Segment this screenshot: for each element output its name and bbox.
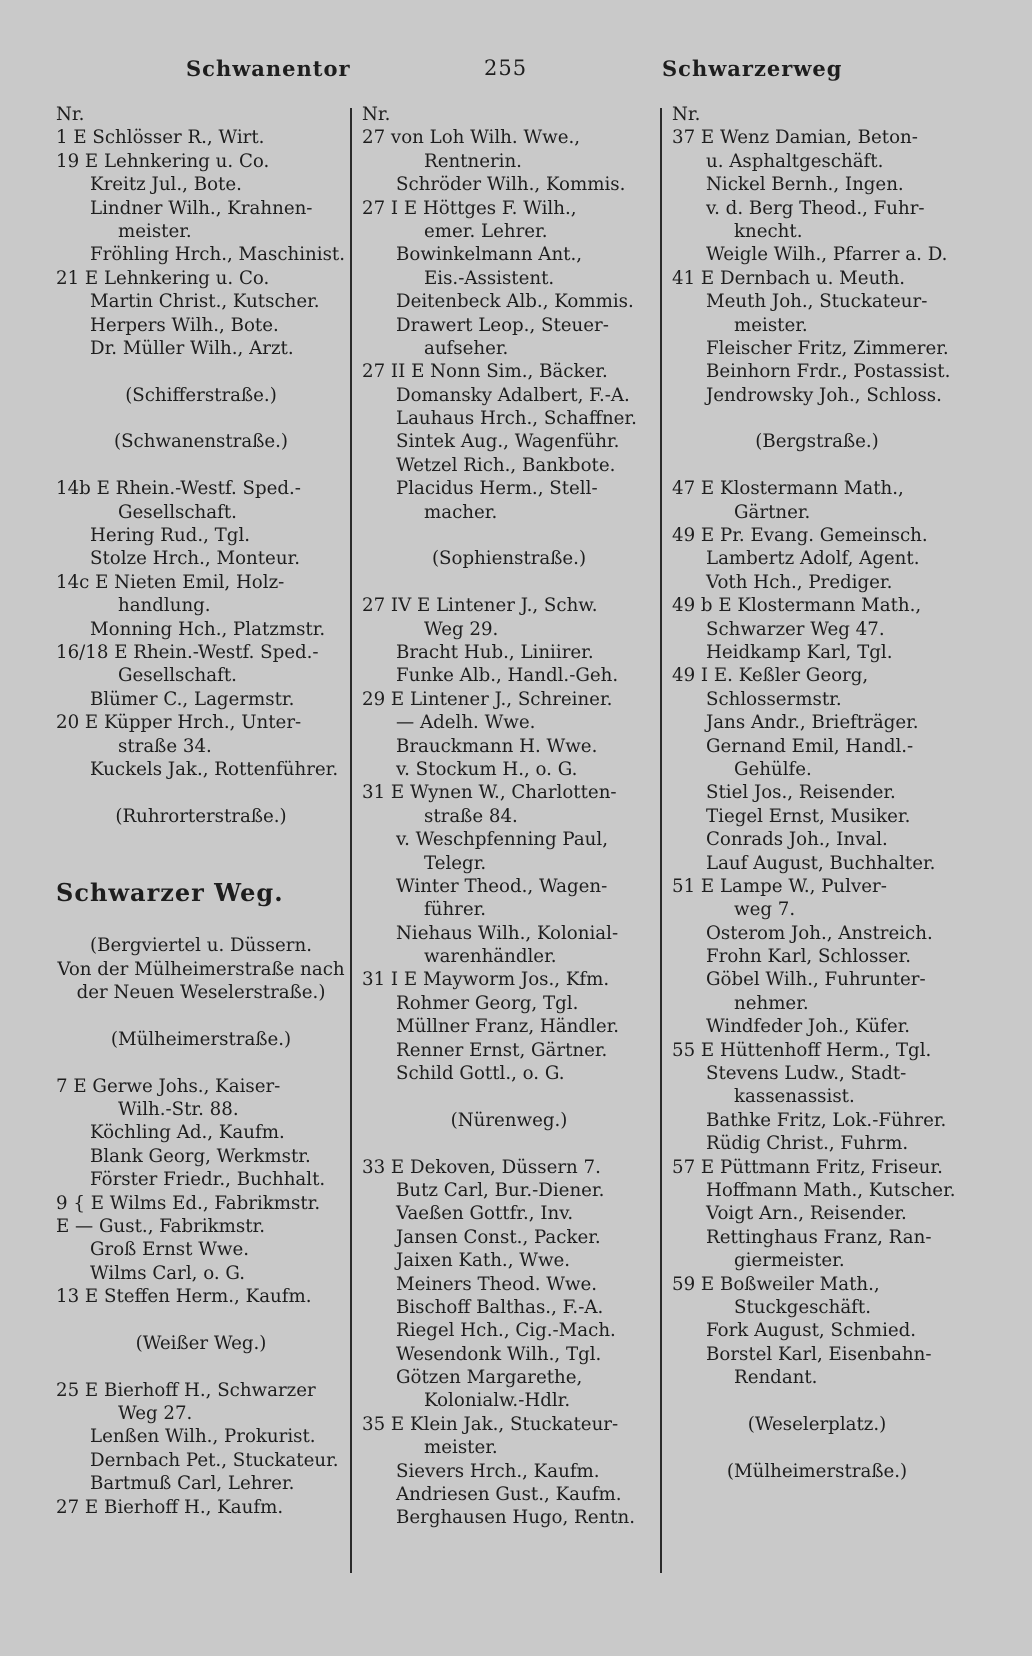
running-head-left: Schwanentor [186, 56, 351, 81]
directory-entry: 27 von Loh Wilh. Wwe., [362, 127, 581, 149]
directory-entry [56, 1051, 346, 1074]
directory-entry [362, 1085, 656, 1108]
directory-entry: Sievers Hrch., Kaufm. [396, 1460, 600, 1482]
directory-entry: Gärtner. [734, 501, 811, 523]
directory-entry: Gehülfe. [734, 758, 812, 780]
running-head-right: Schwarzerweg [662, 56, 843, 81]
directory-entry: Blank Georg, Werkmstr. [90, 1145, 311, 1167]
directory-entry: Stuckgeschäft. [734, 1296, 871, 1318]
directory-entry: E — Gust., Fabrikmstr. [56, 1215, 266, 1237]
directory-entry: Borstel Karl, Eisenbahn- [706, 1343, 932, 1365]
directory-entry: Herpers Wilh., Bote. [90, 314, 279, 336]
directory-entry [56, 407, 346, 430]
column-divider [660, 108, 662, 1573]
directory-entry: Köchling Ad., Kaufm. [90, 1122, 285, 1144]
directory-entry: Winter Theod., Wagen- [396, 875, 608, 897]
directory-entry: Rüdig Christ., Fuhrm. [706, 1133, 909, 1155]
directory-entry: 57 E Püttmann Fritz, Friseur. [672, 1156, 943, 1178]
directory-entry: Osterom Joh., Anstreich. [706, 922, 933, 944]
directory-entry: 27 II E Nonn Sim., Bäcker. [362, 361, 608, 383]
directory-entry: 7 E Gerwe Johs., Kaiser- [56, 1075, 281, 1097]
directory-entry: Stevens Ludw., Stadt- [706, 1063, 907, 1085]
directory-entry: 51 E Lampe W., Pulver- [672, 875, 887, 897]
directory-entry: 49 b E Klostermann Math., [672, 595, 922, 617]
directory-entry: handlung. [118, 595, 211, 617]
directory-entry: Windfeder Joh., Küfer. [706, 1016, 911, 1038]
directory-entry: 47 E Klostermann Math., [672, 478, 904, 500]
directory-entry: Eis.-Assistent. [424, 267, 555, 289]
directory-entry [362, 524, 656, 547]
directory-entry: Butz Carl, Bur.-Diener. [396, 1179, 605, 1201]
cross-street-note: der Neuen Weselerstraße.) [76, 982, 326, 1004]
directory-entry: Kuckels Jak., Rottenführer. [90, 758, 339, 780]
directory-entry: weg 7. [734, 899, 796, 921]
directory-entry: Jaixen Kath., Wwe. [396, 1250, 571, 1272]
directory-entry: Rendant. [734, 1367, 818, 1389]
directory-entry: Stolze Hrch., Monteur. [90, 548, 301, 570]
directory-entry: Heidkamp Karl, Tgl. [706, 641, 893, 663]
directory-entry: Wilh.-Str. 88. [118, 1099, 239, 1121]
directory-entry: Wesendonk Wilh., Tgl. [396, 1343, 602, 1365]
directory-entry: warenhändler. [424, 946, 557, 968]
directory-entry: Hering Rud., Tgl. [90, 525, 251, 547]
directory-entry: Schlossermstr. [706, 688, 842, 710]
directory-entry: Wetzel Rich., Bankbote. [396, 454, 616, 476]
directory-entry: Hoffmann Math., Kutscher. [706, 1179, 956, 1201]
directory-entry: v. Stockum H., o. G. [396, 758, 578, 780]
directory-entry: Gesellschaft. [118, 501, 237, 523]
directory-entry: führer. [424, 899, 487, 921]
directory-entry: Bowinkelmann Ant., [396, 244, 583, 266]
directory-entry: Beinhorn Frdr., Postassist. [706, 361, 951, 383]
directory-entry: emer. Lehrer. [424, 220, 548, 242]
directory-entry: 16/18 E Rhein.-Westf. Sped.- [56, 641, 319, 663]
directory-entry [56, 781, 346, 804]
directory-entry: Rettinghaus Franz, Ran- [706, 1226, 932, 1248]
cross-street-note: (Weißer Weg.) [135, 1332, 267, 1354]
directory-entry [56, 852, 346, 875]
directory-entry: Groß Ernst Wwe. [90, 1239, 250, 1261]
directory-entry: Kreitz Jul., Bote. [90, 174, 242, 196]
directory-entry: v. Weschpfenning Paul, [396, 829, 608, 851]
directory-entry: Fröhling Hrch., Maschinist. [90, 244, 346, 266]
directory-entry: Dr. Müller Wilh., Arzt. [90, 337, 294, 359]
directory-entry: 31 E Wynen W., Charlotten- [362, 782, 617, 804]
directory-entry: Weg 27. [118, 1403, 193, 1425]
directory-entry: straße 34. [118, 735, 212, 757]
directory-entry: Bartmuß Carl, Lehrer. [90, 1473, 295, 1495]
directory-entry: Conrads Joh., Inval. [706, 829, 888, 851]
directory-entry: Nr. [672, 104, 701, 125]
directory-entry: Voth Hch., Prediger. [706, 571, 893, 593]
directory-entry: Jendrowsky Joh., Schloss. [706, 384, 942, 406]
directory-entry: Bathke Fritz, Lok.-Führer. [706, 1109, 947, 1131]
directory-entry: Schwarzer Weg 47. [706, 618, 885, 640]
directory-entry: 27 I E Höttges F. Wilh., [362, 197, 577, 219]
directory-entry: Nickel Bernh., Ingen. [706, 174, 904, 196]
directory-entry: Lauhaus Hrch., Schaffner. [396, 408, 637, 430]
cross-street-note: Von der Mülheimerstraße nach [57, 958, 345, 980]
directory-entry: nehmer. [734, 992, 809, 1014]
directory-entry: Jans Andr., Briefträger. [706, 712, 919, 734]
cross-street-note: (Nürenweg.) [450, 1109, 568, 1131]
directory-entry [56, 1004, 346, 1027]
cross-street-note: (Sophienstraße.) [431, 548, 587, 570]
directory-entry: Schild Gottl., o. G. [396, 1063, 565, 1085]
directory-entry: Meuth Joh., Stuckateur- [706, 291, 928, 313]
cross-street-note: (Schwanenstraße.) [113, 431, 289, 453]
directory-entry: Monning Hch., Platzmstr. [90, 618, 326, 640]
directory-entry: 41 E Dernbach u. Meuth. [672, 267, 906, 289]
directory-entry [56, 1355, 346, 1378]
directory-entry: v. d. Berg Theod., Fuhr- [706, 197, 925, 219]
directory-entry [56, 1309, 346, 1332]
directory-entry: Göbel Wilh., Fuhrunter- [706, 969, 926, 991]
directory-entry: Jansen Const., Packer. [396, 1226, 601, 1248]
directory-entry: 25 E Bierhoff H., Schwarzer [56, 1379, 316, 1401]
directory-entry [672, 1436, 962, 1459]
directory-entry: Lambertz Adolf, Agent. [706, 548, 920, 570]
directory-entry: Domansky Adalbert, F.-A. [396, 384, 630, 406]
directory-entry [56, 454, 346, 477]
directory-entry: Fleischer Fritz, Zimmerer. [706, 337, 949, 359]
directory-entry: Funke Alb., Handl.-Geh. [396, 665, 619, 687]
directory-entry: Lindner Wilh., Krahnen- [90, 197, 313, 219]
directory-entry: Andriesen Gust., Kaufm. [396, 1484, 622, 1506]
directory-entry: Martin Christ., Kutscher. [90, 291, 320, 313]
directory-entry: Bracht Hub., Liniirer. [396, 641, 594, 663]
directory-entry: Bischoff Balthas., F.-A. [396, 1296, 604, 1318]
directory-entry: Gesellschaft. [118, 665, 237, 687]
directory-entry: Placidus Herm., Stell- [396, 478, 598, 500]
directory-entry: Drawert Leop., Steuer- [396, 314, 609, 336]
cross-street-note: (Mülheimerstraße.) [726, 1460, 908, 1482]
directory-entry: 21 E Lehnkering u. Co. [56, 267, 270, 289]
directory-entry: Rentnerin. [424, 150, 522, 172]
directory-entry: giermeister. [734, 1250, 845, 1272]
directory-entry: 59 E Boßweiler Math., [672, 1273, 880, 1295]
cross-street-note: (Schifferstraße.) [125, 384, 277, 406]
directory-entry: 14c E Nieten Emil, Holz- [56, 571, 285, 593]
directory-entry: 14b E Rhein.-Westf. Sped.- [56, 478, 301, 500]
directory-entry: Blümer C., Lagermstr. [90, 688, 295, 710]
column-divider [350, 108, 352, 1573]
directory-entry: 49 E Pr. Evang. Gemeinsch. [672, 525, 928, 547]
directory-entry: Renner Ernst, Gärtner. [396, 1039, 608, 1061]
directory-entry: 1 E Schlösser R., Wirt. [56, 127, 265, 149]
directory-entry: u. Asphaltgeschäft. [706, 150, 884, 172]
directory-entry: Müllner Franz, Händler. [396, 1016, 620, 1038]
directory-entry: Nr. [56, 104, 85, 125]
directory-entry: kassenassist. [734, 1086, 855, 1108]
directory-entry: 13 E Steffen Herm., Kaufm. [56, 1286, 312, 1308]
directory-entry: 33 E Dekoven, Düssern 7. [362, 1156, 601, 1178]
directory-entry: Deitenbeck Alb., Kommis. [396, 291, 634, 313]
directory-entry: 31 I E Mayworm Jos., Kfm. [362, 969, 610, 991]
cross-street-note: (Bergstraße.) [755, 431, 879, 453]
directory-entry: 55 E Hüttenhoff Herm., Tgl. [672, 1039, 932, 1061]
directory-entry: Lauf August, Buchhalter. [706, 852, 936, 874]
column-middle [362, 103, 656, 1530]
directory-entry: knecht. [734, 220, 803, 242]
directory-entry: meister. [734, 314, 808, 336]
directory-entry: Tiegel Ernst, Musiker. [706, 805, 911, 827]
directory-entry: Weigle Wilh., Pfarrer a. D. [706, 244, 948, 266]
directory-entry: Riegel Hch., Cig.-Mach. [396, 1320, 616, 1342]
directory-entry: 29 E Lintener J., Schreiner. [362, 688, 613, 710]
directory-entry: Gernand Emil, Handl.- [706, 735, 914, 757]
cross-street-note: (Ruhrorterstraße.) [115, 805, 287, 827]
directory-entry: Meiners Theod. Wwe. [396, 1273, 598, 1295]
directory-entry: 27 IV E Lintener J., Schw. [362, 595, 598, 617]
directory-entry: 20 E Küpper Hrch., Unter- [56, 712, 302, 734]
directory-entry: macher. [424, 501, 498, 523]
directory-entry: 9 { E Wilms Ed., Fabrikmstr. [56, 1192, 321, 1214]
page-number: 255 [484, 56, 528, 80]
directory-entry: Förster Friedr., Buchhalt. [90, 1169, 326, 1191]
directory-entry: 35 E Klein Jak., Stuckateur- [362, 1413, 619, 1435]
directory-entry [362, 571, 656, 594]
directory-entry: Rohmer Georg, Tgl. [396, 992, 579, 1014]
cross-street-note: (Bergviertel u. Düssern. [90, 935, 312, 957]
directory-entry: Weg 29. [424, 618, 499, 640]
directory-entry [672, 454, 962, 477]
directory-entry [672, 1389, 962, 1412]
directory-entry: Fork August, Schmied. [706, 1320, 917, 1342]
directory-entry: Berghausen Hugo, Rentn. [396, 1507, 636, 1529]
directory-entry: 19 E Lehnkering u. Co. [56, 150, 270, 172]
street-heading: Schwarzer Weg. [56, 877, 284, 907]
directory-entry [56, 911, 346, 934]
directory-entry [672, 407, 962, 430]
directory-entry [56, 828, 346, 851]
directory-entry: meister. [424, 1437, 498, 1459]
directory-entry: Frohn Karl, Schlosser. [706, 946, 912, 968]
directory-entry: Schröder Wilh., Kommis. [396, 174, 626, 196]
directory-entry: Stiel Jos., Reisender. [706, 782, 896, 804]
directory-entry [362, 1132, 656, 1155]
directory-entry: Nr. [362, 104, 391, 125]
directory-entry: straße 84. [424, 805, 518, 827]
directory-entry: Kolonialw.-Hdlr. [424, 1390, 571, 1412]
directory-entry [56, 360, 346, 383]
directory-entry: Lenßen Wilh., Prokurist. [90, 1426, 316, 1448]
directory-entry: 37 E Wenz Damian, Beton- [672, 127, 918, 149]
directory-entry: Dernbach Pet., Stuckateur. [90, 1449, 339, 1471]
directory-entry: — Adelh. Wwe. [396, 712, 536, 734]
directory-entry: Sintek Aug., Wagenführ. [396, 431, 620, 453]
directory-entry: Götzen Margarethe, [396, 1367, 583, 1389]
directory-entry: 49 I E. Keßler Georg, [672, 665, 869, 687]
directory-entry: Brauckmann H. Wwe. [396, 735, 598, 757]
directory-entry: aufseher. [424, 337, 509, 359]
directory-entry: Voigt Arn., Reisender. [706, 1203, 907, 1225]
cross-street-note: (Mülheimerstraße.) [110, 1028, 292, 1050]
column-left [56, 103, 346, 1519]
directory-entry: Niehaus Wilh., Kolonial- [396, 922, 619, 944]
directory-entry: 27 E Bierhoff H., Kaufm. [56, 1496, 284, 1518]
directory-entry: Wilms Carl, o. G. [90, 1262, 246, 1284]
column-right [672, 103, 962, 1483]
directory-entry: Vaeßen Gottfr., Inv. [396, 1203, 574, 1225]
directory-entry: meister. [118, 220, 192, 242]
directory-entry: Telegr. [424, 852, 487, 874]
cross-street-note: (Weselerplatz.) [747, 1413, 887, 1435]
